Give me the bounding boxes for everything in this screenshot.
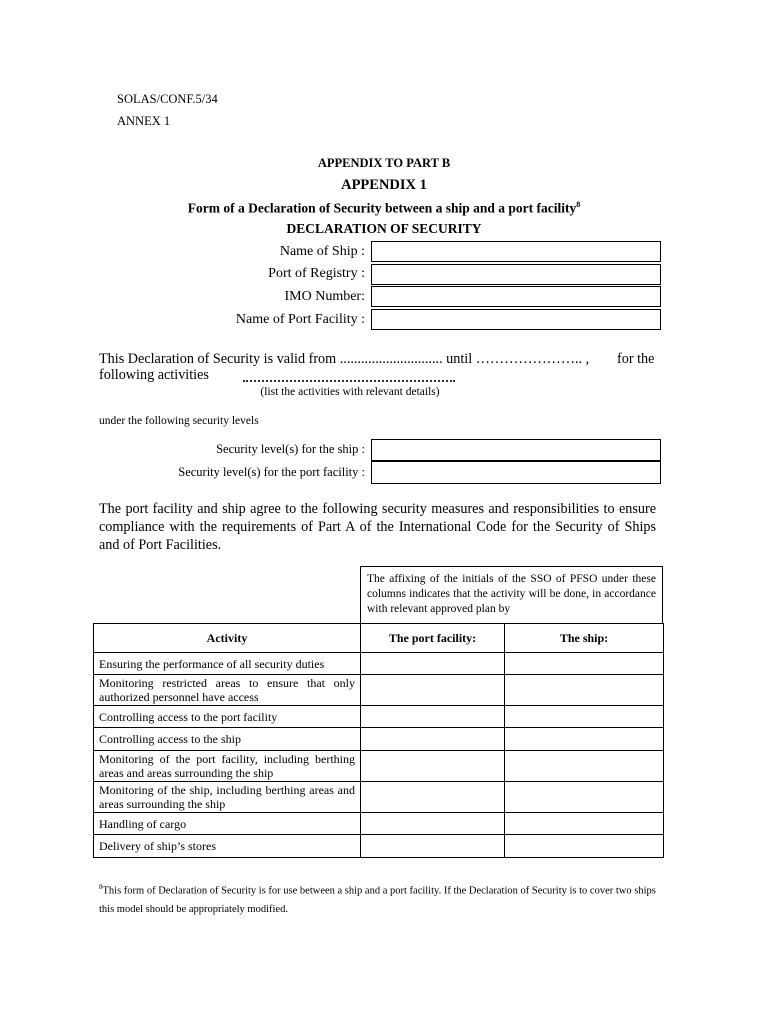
port-security-level-label: Security level(s) for the port facility : <box>178 465 365 479</box>
table-row <box>94 751 664 782</box>
port-security-level-field[interactable] <box>371 461 661 484</box>
ship-initials-cell[interactable] <box>505 835 664 858</box>
port-facility-name-label: Name of Port Facility : <box>235 312 365 327</box>
activity-cell: Monitoring restricted areas to ensure that only authorized personnel have access <box>94 675 361 706</box>
validity-line-activities: following activities <box>99 367 209 383</box>
table-row <box>94 728 664 751</box>
activities-entry-line[interactable] <box>243 380 455 382</box>
ship-initials-cell[interactable] <box>505 728 664 751</box>
activities-hint: (list the activities with relevant details) <box>260 386 440 398</box>
port-initials-cell[interactable] <box>361 653 505 675</box>
port-facility-name-field[interactable] <box>371 309 661 330</box>
table-header-row <box>94 624 664 653</box>
activity-cell: Controlling access to the port facility <box>94 706 361 728</box>
form-title-text: Form of a Declaration of Security between a ship and a port facility <box>187 200 577 216</box>
ship-initials-cell[interactable] <box>505 751 664 782</box>
footnote-mark: 8 <box>576 200 581 209</box>
activity-cell: Monitoring of the port facility, including berthing areas and areas surrounding the ship <box>94 751 361 782</box>
annex-label: ANNEX 1 <box>117 114 171 128</box>
ship-initials-cell[interactable] <box>505 813 664 835</box>
agreement-paragraph: The port facility and ship agree to the following security measures and responsibilities to ensure compliance with the requirements of Part A of the International Code for the Security of Ships and of Port Facilities. <box>99 501 656 553</box>
form-title <box>0 200 768 217</box>
table-row <box>94 653 664 675</box>
table-row <box>94 782 664 813</box>
activity-cell: Handling of cargo <box>94 813 361 835</box>
activity-cell: Controlling access to the ship <box>94 728 361 751</box>
port-initials-cell[interactable] <box>361 835 505 858</box>
name-of-ship-label: Name of Ship : <box>279 244 365 259</box>
port-initials-cell[interactable] <box>361 675 505 706</box>
footnote-number: 8 <box>99 883 103 891</box>
imo-number-label: IMO Number: <box>284 289 365 304</box>
table-row <box>94 813 664 835</box>
port-initials-cell[interactable] <box>361 813 505 835</box>
ship-column-header: The ship: <box>505 624 664 653</box>
ship-initials-cell[interactable] <box>505 706 664 728</box>
port-initials-cell[interactable] <box>361 782 505 813</box>
footnote-text: This form of Declaration of Security is for use between a ship and a port facility. If the Declaration of Security is to cover two ships this model should be appropriately modified. <box>99 885 656 915</box>
ship-security-level-field[interactable] <box>371 439 661 461</box>
validity-line-prefix: This Declaration of Security is valid from ............................. until ………………….. , <box>99 351 590 367</box>
port-initials-cell[interactable] <box>361 728 505 751</box>
footnote <box>99 878 659 919</box>
appendix-title: APPENDIX 1 <box>341 177 427 193</box>
ship-initials-cell[interactable] <box>505 675 664 706</box>
activities-table <box>93 623 664 858</box>
port-of-registry-label: Port of Registry : <box>268 266 365 281</box>
validity-line-suffix: for the <box>617 351 655 367</box>
table-row <box>94 706 664 728</box>
security-levels-intro: under the following security levels <box>99 415 259 427</box>
affix-note: The affixing of the initials of the SSO of PFSO under these columns indicates that the activity will be done, in accordance with relevant approved plan by <box>360 566 663 624</box>
document-reference: SOLAS/CONF.5/34 <box>117 92 218 106</box>
port-initials-cell[interactable] <box>361 706 505 728</box>
port-facility-column-header: The port facility: <box>361 624 505 653</box>
imo-number-field[interactable] <box>371 286 661 307</box>
table-row <box>94 835 664 858</box>
appendix-part-title: APPENDIX TO PART B <box>317 156 451 170</box>
ship-initials-cell[interactable] <box>505 653 664 675</box>
activity-cell: Delivery of ship’s stores <box>94 835 361 858</box>
ship-initials-cell[interactable] <box>505 782 664 813</box>
table-row <box>94 675 664 706</box>
activity-cell: Monitoring of the ship, including berthing areas and areas surrounding the ship <box>94 782 361 813</box>
ship-security-level-label: Security level(s) for the ship : <box>216 442 365 456</box>
name-of-ship-field[interactable] <box>371 241 661 262</box>
activity-cell: Ensuring the performance of all security duties <box>94 653 361 675</box>
activity-column-header: Activity <box>94 624 361 653</box>
port-initials-cell[interactable] <box>361 751 505 782</box>
port-of-registry-field[interactable] <box>371 264 661 285</box>
declaration-title: DECLARATION OF SECURITY <box>286 221 482 236</box>
